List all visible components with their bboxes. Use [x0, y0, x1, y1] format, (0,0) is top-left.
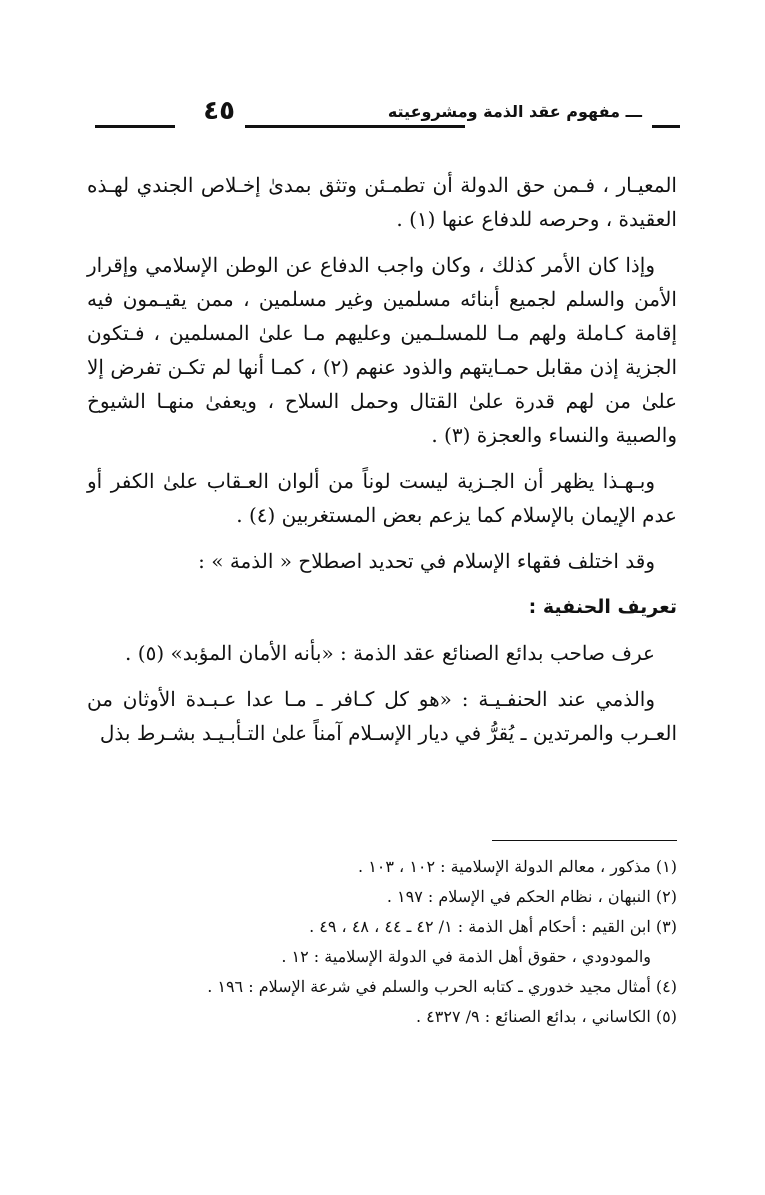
text-line: العقيدة ، وحرصه للدفاع عنها (١) .: [396, 207, 677, 231]
page-number: ٤٥: [203, 96, 235, 126]
paragraph: [87, 544, 677, 578]
section-heading: تعريف الحنفية :: [528, 596, 677, 618]
text-line: والذمي عند الحنفـيـة : «هو كل كـافر ـ مـا عدا عـبـدة الأوثان من: [87, 687, 655, 711]
text-line: فيه إقامة كـاملة ولهم مـا للمسلـمين وعليهم مـا علىٰ المسلمين ، فـتكون: [87, 287, 677, 345]
paragraph: [87, 168, 677, 236]
header-rule: [245, 125, 465, 128]
text-line: عرف صاحب بدائع الصنائع عقد الذمة : «بأنه الأمان المؤبد» (٥) .: [125, 641, 655, 665]
footnote: والمودودي ، حقوق أهل الذمة في الدولة الإسلامية : ١٢ .: [281, 947, 651, 966]
paragraph: [87, 464, 677, 532]
text-line: عدم الإيمان بالإسلام كما يزعم بعض المستغربين (٤) .: [236, 503, 677, 527]
paragraph: [87, 248, 677, 452]
text-line: وبـهـذا يظهر أن الجـزية ليست لوناً من ألوان العـقاب علىٰ الكفر أو: [87, 469, 655, 493]
footnote: (٣) ابن القيم : أحكام أهل الذمة : ١/ ٤٢ ـ ٤٤ ، ٤٨ ، ٤٩ .: [309, 917, 677, 936]
paragraph: [87, 636, 677, 670]
footnote: (٤) أمثال مجيد خدوري ـ كتابه الحرب والسلم في شرعة الإسلام : ١٩٦ .: [207, 977, 677, 996]
text-line: والصبية والنساء والعجزة (٣) .: [431, 423, 677, 447]
paragraph: [87, 682, 677, 750]
text-line: الجزية إذن مقابل حمـايتهم والذود عنهم (٢) ، كمـا أنها لم تكـن تفرض: [110, 355, 678, 379]
main-text: [87, 168, 677, 762]
text-line: وإقرار الأمن والسلم لجميع أبنائه مسلمين وغير مسلمين ، ممن يقيـمون: [87, 253, 677, 311]
running-header: [95, 98, 680, 134]
header-rule: [95, 125, 175, 128]
text-line: المعيـار ، فـمن حق الدولة أن تطمـئن وتثق بمدىٰ إخـلاص الجندي لهـذه: [87, 173, 677, 197]
text-line: وإذا كان الأمر كذلك ، وكان واجب الدفاع عن الوطن الإسلامي: [145, 253, 655, 277]
footnote: (٢) النبهان ، نظام الحكم في الإسلام : ١٩٧ .: [386, 887, 677, 906]
text-line: وقد اختلف فقهاء الإسلام في تحديد اصطلاح « الذمة » :: [198, 549, 655, 573]
footnote: (٥) الكاساني ، بدائع الصنائع : ٩/ ٤٣٢٧ .: [415, 1007, 677, 1026]
footnote-separator: [492, 840, 677, 841]
chapter-title: ـــ مفهوم عقد الذمة ومشروعيته: [387, 102, 642, 121]
footnote: (١) مذكور ، معالم الدولة الإسلامية : ١٠٢ ، ١٠٣ .: [358, 857, 677, 876]
footnotes: [87, 852, 677, 1032]
header-rule: [652, 125, 680, 128]
text-line: العـرب والمرتدين ـ يُقرُّ في ديار الإسـلام آمناً علىٰ التـأبـيـد بشـرط بذل: [99, 721, 677, 745]
text-line: إلا علىٰ من لهم قدرة علىٰ القتال وحمل السلاح ، ويعفىٰ منهـا الشيوخ: [87, 355, 677, 413]
